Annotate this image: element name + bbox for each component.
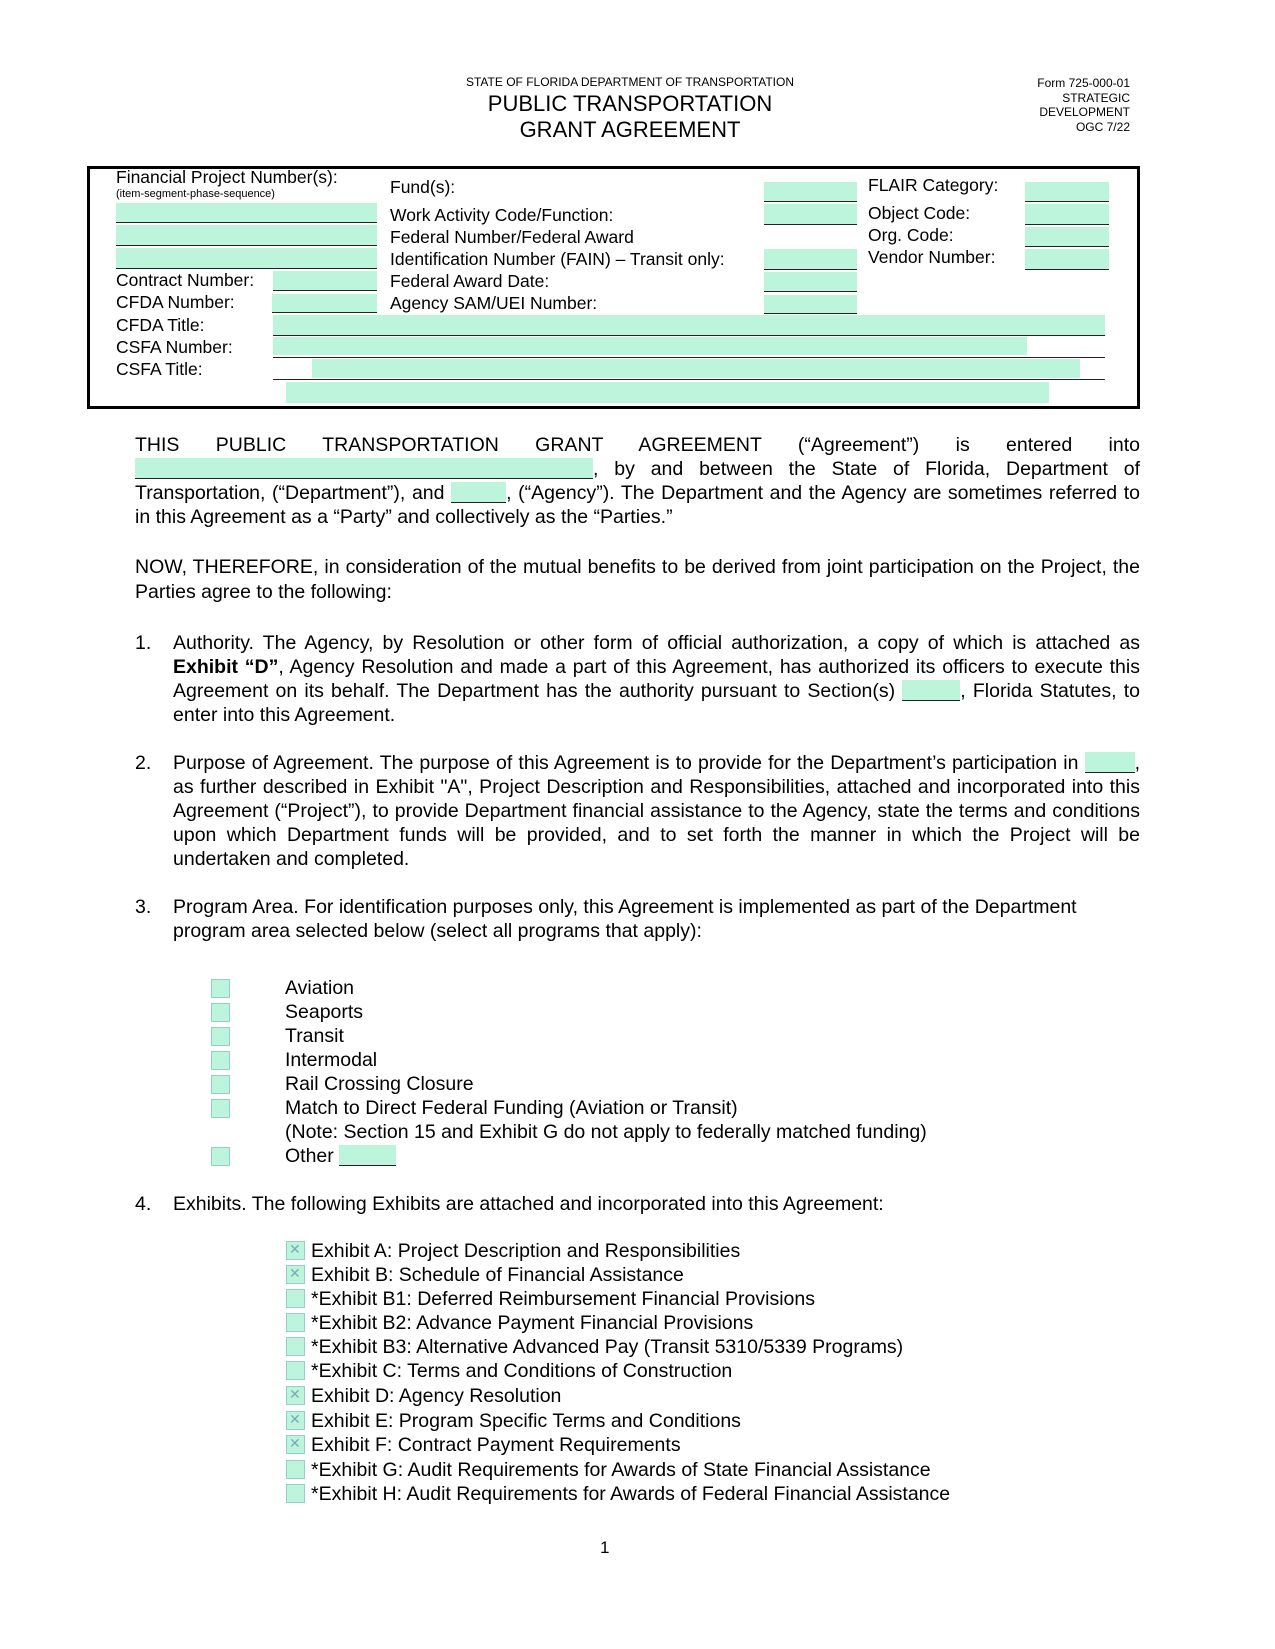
program-label: Match to Direct Federal Funding (Aviation or Transit)	[285, 1097, 738, 1119]
program-label: Seaports	[285, 1001, 364, 1023]
section-2-text-b: , as further described in Exhibit "A", Project Description and Responsibilities, attached and incorporated into this Agreement (“Project”), to provide Department financial assistance to the Agency, state the terms and conditions upon which Department funds will be provided, and to set forth the manner in which the Project will be undertaken and completed.	[173, 752, 1140, 870]
cfda-title-field[interactable]	[273, 315, 1105, 336]
exhibit-option[interactable]	[286, 1459, 931, 1482]
exhibit-option[interactable]	[286, 1410, 741, 1433]
section-2-number: 2.	[135, 752, 152, 774]
exhibit-option[interactable]	[286, 1336, 903, 1359]
section-2-purpose	[135, 751, 1140, 871]
agency-name-field[interactable]	[451, 482, 506, 503]
award-date-field[interactable]	[764, 272, 857, 292]
intro-after-date: , by and between the State of Florida, Department of Transportation, (“Department”), and	[135, 458, 1140, 504]
project-description-field[interactable]	[1085, 752, 1135, 773]
checkbox[interactable]	[211, 1003, 230, 1022]
checkbox[interactable]	[211, 979, 230, 998]
contract-number-label: Contract Number:	[116, 270, 255, 290]
csfa-title-field[interactable]	[312, 359, 1080, 378]
financial-project-field-1[interactable]	[116, 203, 377, 223]
financial-project-field-2[interactable]	[116, 225, 377, 246]
form-office-2: DEVELOPMENT	[1039, 105, 1130, 119]
form-office-1: STRATEGIC	[1062, 90, 1130, 105]
exhibit-label: *Exhibit H: Audit Requirements for Awards of Federal Financial Assistance	[311, 1483, 951, 1505]
program-label: Other	[285, 1145, 334, 1167]
fain-label-line1: Federal Number/Federal Award	[390, 227, 634, 247]
form-identifier	[960, 76, 1130, 134]
fain-label-line2: Identification Number (FAIN) – Transit only:	[390, 249, 725, 269]
financial-project-hint: (item-segment-phase-sequence)	[116, 188, 275, 200]
section-1-title: Authority.	[173, 632, 254, 654]
checkbox[interactable]	[286, 1313, 305, 1332]
exhibit-label: *Exhibit C: Terms and Conditions of Construction	[311, 1360, 733, 1382]
other-program-field[interactable]	[339, 1145, 396, 1166]
section-1-exhibit-ref: Exhibit “D”	[173, 656, 279, 678]
section-2-text-a: The purpose of this Agreement is to provide for the Department’s participation in	[373, 752, 1085, 774]
checkbox-checked[interactable]	[286, 1411, 305, 1430]
csfa-title-label: CSFA Title:	[116, 359, 203, 379]
checkbox[interactable]	[286, 1337, 305, 1356]
work-activity-field[interactable]	[764, 204, 857, 225]
org-code-label: Org. Code:	[868, 225, 954, 245]
section-1-text-a: The Agency, by Resolution or other form of official authorization, a copy of which is attached as	[253, 632, 1140, 654]
exhibit-label: *Exhibit B3: Alternative Advanced Pay (Transit 5310/5339 Programs)	[311, 1336, 904, 1358]
document-title-line2: GRANT AGREEMENT	[519, 117, 741, 142]
exhibit-label: Exhibit D: Agency Resolution	[311, 1385, 562, 1407]
exhibit-label: Exhibit A: Project Description and Responsibilities	[311, 1240, 741, 1262]
program-label: Rail Crossing Closure	[285, 1073, 474, 1095]
section-3-text: For identification purposes only, this Agreement is implemented as part of the Department program area selected below (select all programs that apply):	[173, 896, 1077, 942]
exhibit-option[interactable]	[286, 1360, 732, 1383]
section-4-number: 4.	[135, 1193, 152, 1215]
exhibit-label: Exhibit E: Program Specific Terms and Conditions	[311, 1410, 741, 1432]
intro-after-agency: , (“Agency”). The Department and the Agency are sometimes referred to in this Agreement as a “Party” and collectively as the “Parties.”	[135, 482, 1140, 528]
contract-number-field[interactable]	[273, 271, 377, 291]
program-label: Aviation	[285, 977, 355, 999]
program-note-text: (Note: Section 15 and Exhibit G do not apply to federally matched funding)	[285, 1121, 927, 1143]
exhibit-option[interactable]	[286, 1312, 753, 1335]
checkbox[interactable]	[286, 1361, 305, 1380]
section-3-number: 3.	[135, 896, 152, 918]
program-label: Intermodal	[285, 1049, 378, 1071]
checkbox[interactable]	[211, 1075, 230, 1094]
section-2-title: Purpose of Agreement.	[173, 752, 374, 774]
funds-field[interactable]	[764, 182, 857, 202]
csfa-number-field[interactable]	[273, 337, 1027, 355]
csfa-title-field-2[interactable]	[286, 382, 1049, 403]
program-label-other	[285, 1145, 396, 1168]
project-info-box	[87, 166, 1140, 409]
checkbox[interactable]	[211, 1147, 230, 1166]
header-agency: STATE OF FLORIDA DEPARTMENT OF TRANSPORTATION	[465, 75, 795, 89]
exhibit-label: Exhibit B: Schedule of Financial Assistance	[311, 1264, 684, 1286]
statute-section-field[interactable]	[902, 680, 960, 701]
section-4-exhibits	[135, 1192, 1178, 1216]
section-1-number: 1.	[135, 632, 152, 654]
checkbox[interactable]	[211, 1099, 230, 1118]
section-1-authority	[135, 631, 1140, 727]
section-4-title: Exhibits.	[173, 1193, 247, 1215]
exhibit-option[interactable]	[286, 1434, 681, 1457]
section-3-program-area	[135, 895, 1140, 943]
flair-category-field[interactable]	[1025, 182, 1109, 202]
now-therefore-paragraph: NOW, THEREFORE, in consideration of the mutual benefits to be derived from joint participation on the Project, the Parties agree to the following:	[135, 556, 1140, 603]
document-title-line1: PUBLIC TRANSPORTATION	[487, 91, 773, 116]
agreement-body	[135, 433, 1140, 943]
page-number: 1	[600, 1538, 610, 1557]
intro-paragraph	[135, 433, 1140, 457]
exhibit-label: *Exhibit B1: Deferred Reimbursement Financial Provisions	[311, 1288, 815, 1310]
exhibit-option[interactable]	[286, 1385, 561, 1408]
funds-label: Fund(s):	[390, 177, 456, 197]
work-activity-label: Work Activity Code/Function:	[390, 205, 614, 225]
financial-project-label: Financial Project Number(s):	[116, 167, 338, 187]
program-label: Transit	[285, 1025, 344, 1047]
vendor-number-label: Vendor Number:	[868, 247, 996, 267]
checkbox[interactable]	[286, 1289, 305, 1308]
checkbox[interactable]	[286, 1484, 305, 1503]
section-3-title: Program Area.	[173, 896, 299, 918]
checkbox-checked[interactable]	[286, 1386, 305, 1405]
checkbox-checked[interactable]	[286, 1265, 305, 1284]
exhibit-option[interactable]	[286, 1288, 815, 1311]
exhibit-label: Exhibit F: Contract Payment Requirements	[311, 1434, 681, 1456]
object-code-label: Object Code:	[868, 203, 971, 223]
cfda-number-field[interactable]	[272, 294, 377, 313]
cfda-number-label: CFDA Number:	[116, 292, 235, 312]
checkbox-checked[interactable]	[286, 1435, 305, 1454]
cfda-title-label: CFDA Title:	[116, 315, 205, 335]
checkbox-checked[interactable]	[286, 1241, 305, 1260]
checkbox[interactable]	[211, 1027, 230, 1046]
financial-project-field-3[interactable]	[116, 248, 377, 269]
exhibit-label: *Exhibit G: Audit Requirements for Awards of State Financial Assistance	[311, 1459, 931, 1481]
checkbox[interactable]	[286, 1460, 305, 1479]
exhibit-option[interactable]	[286, 1240, 740, 1263]
org-code-field[interactable]	[1025, 227, 1109, 247]
checkbox[interactable]	[211, 1051, 230, 1070]
intro-paragraph-cont	[135, 457, 1140, 529]
section-1-text-b: , Agency Resolution and made a part of this Agreement, has authorized its officers to execute this Agreement on its behalf. The Department has the authority pursuant to Section(s)	[173, 656, 1140, 702]
sam-uei-label: Agency SAM/UEI Number:	[390, 293, 598, 313]
form-number: Form 725-000-01	[1037, 76, 1130, 90]
section-1-text-c: , Florida Statutes, to enter into this Agreement.	[173, 680, 1140, 726]
section-4-text: The following Exhibits are attached and incorporated into this Agreement:	[246, 1193, 884, 1215]
fain-field[interactable]	[764, 249, 857, 270]
exhibit-option[interactable]	[286, 1483, 950, 1506]
sam-uei-field[interactable]	[764, 295, 857, 314]
exhibit-label: *Exhibit B2: Advance Payment Financial Provisions	[311, 1312, 754, 1334]
award-date-label: Federal Award Date:	[390, 271, 550, 291]
flair-category-label: FLAIR Category:	[868, 175, 999, 195]
intro-line1: THIS PUBLIC TRANSPORTATION GRANT AGREEMENT (“Agreement”) is entered into	[135, 434, 1140, 456]
vendor-number-field[interactable]	[1025, 249, 1109, 270]
csfa-number-label: CSFA Number:	[116, 337, 233, 357]
form-revision: OGC 7/22	[1075, 119, 1130, 134]
object-code-field[interactable]	[1025, 204, 1109, 225]
agreement-date-field[interactable]	[135, 458, 593, 479]
exhibit-option[interactable]	[286, 1264, 684, 1287]
